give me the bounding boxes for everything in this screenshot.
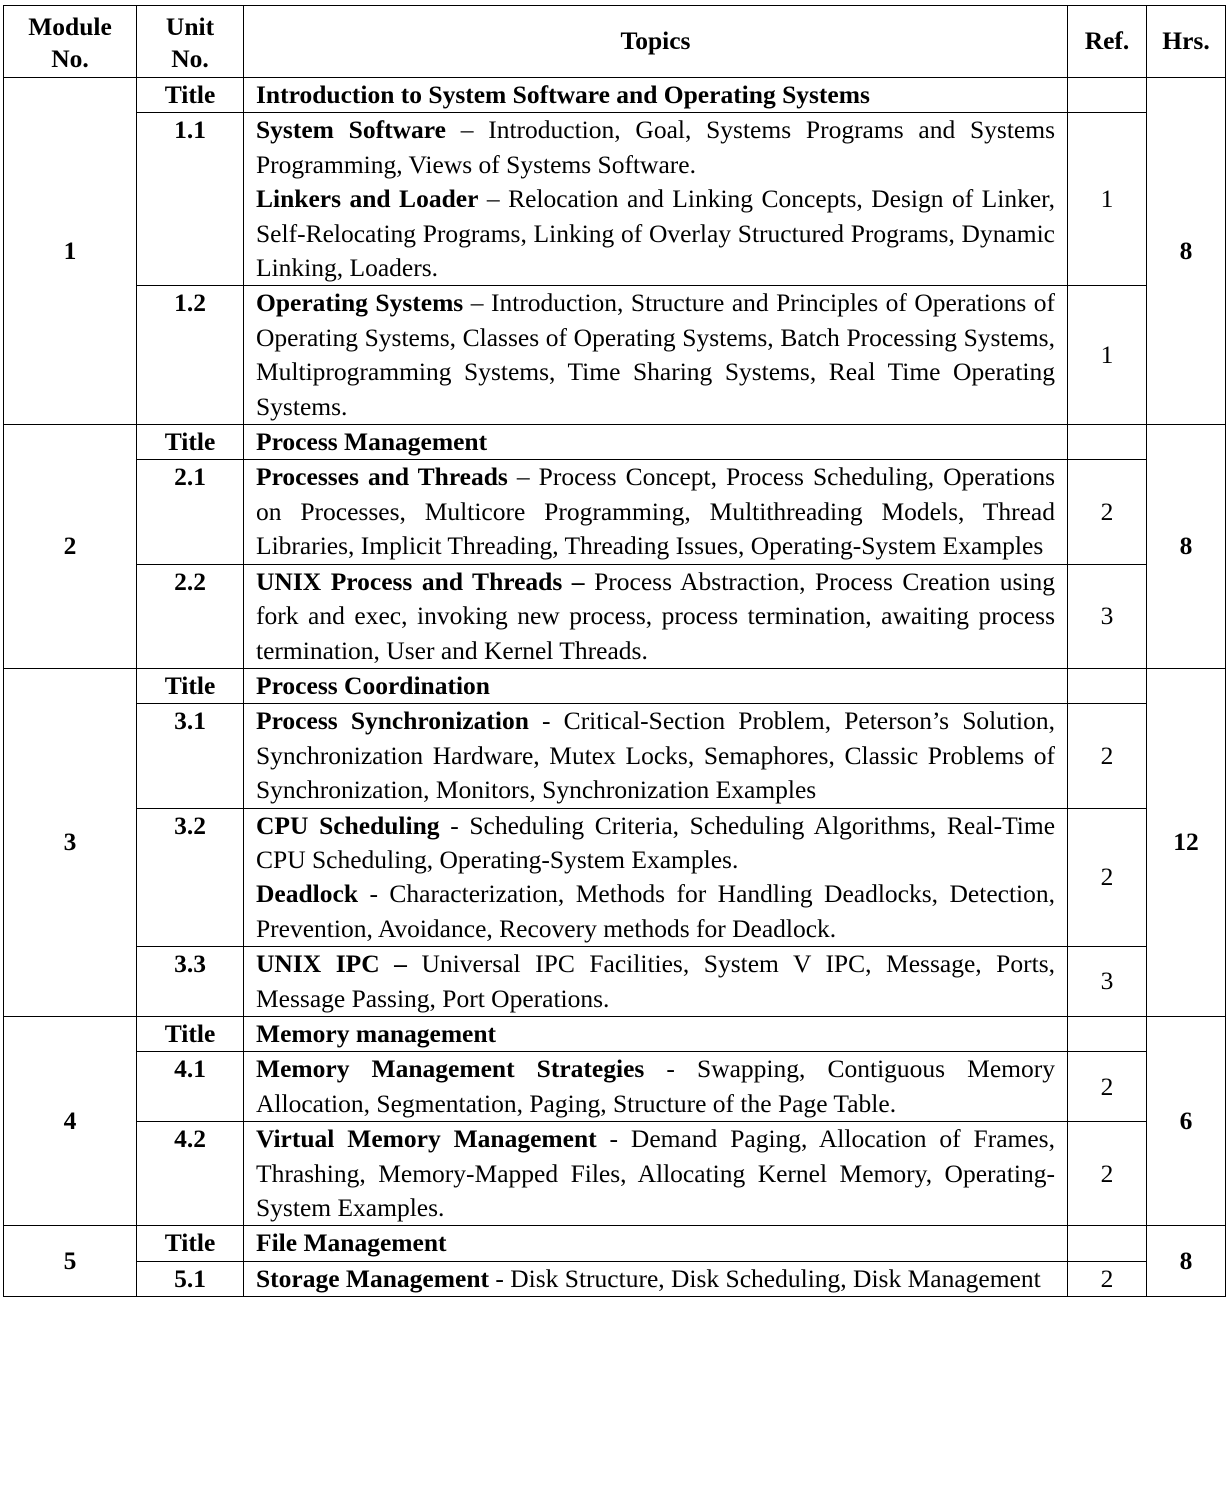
- unit-row: [4, 286, 1226, 425]
- topic-paragraph: [256, 877, 1055, 946]
- topic-paragraph: [256, 1262, 1055, 1296]
- module-number: 4: [4, 1016, 137, 1225]
- module-title: Process Management: [244, 425, 1068, 460]
- module-number: 3: [4, 668, 137, 1016]
- unit-number: 1.2: [137, 286, 244, 425]
- topic-description: - Critical-Section Problem, Peterson’s Solution, Synchronization Hardware, Mutex Locks, Semaphores, Classic Problems of Synchronization, Monitors, Synchronization Examples: [256, 706, 1056, 805]
- syllabus-body: [4, 78, 1226, 1297]
- module-hours: 8: [1147, 1226, 1226, 1297]
- topic-paragraph: [256, 1052, 1055, 1121]
- unit-reference: 2: [1068, 1122, 1147, 1226]
- header-row: [4, 6, 1226, 78]
- module-title: Introduction to System Software and Operating Systems: [244, 78, 1068, 113]
- unit-reference: 2: [1068, 1261, 1147, 1296]
- module-number: 1: [4, 78, 137, 425]
- topic-paragraph: [256, 113, 1055, 182]
- topic-heading: UNIX Process and Threads –: [256, 566, 585, 596]
- unit-topics: [244, 1122, 1068, 1226]
- unit-reference: 3: [1068, 564, 1147, 668]
- topic-paragraph: [256, 704, 1055, 807]
- unit-topics: [244, 1261, 1068, 1296]
- module-title-row: [4, 668, 1226, 703]
- unit-number: 5.1: [137, 1261, 244, 1296]
- module-title: Memory management: [244, 1016, 1068, 1051]
- topic-paragraph: [256, 1122, 1055, 1225]
- unit-topics: [244, 564, 1068, 668]
- unit-title-label: Title: [137, 1016, 244, 1051]
- unit-row: [4, 564, 1226, 668]
- topic-description: – Relocation and Linking Concepts, Design of Linker, Self-Relocating Programs, Linking of Overlay Structured Programs, Dynamic Linking, Loaders.: [256, 184, 1055, 283]
- unit-row: [4, 113, 1226, 286]
- unit-topics: [244, 460, 1068, 564]
- topic-paragraph: [256, 182, 1055, 285]
- unit-number: 2.1: [137, 460, 244, 564]
- topic-description: - Scheduling Criteria, Scheduling Algorithms, Real-Time CPU Scheduling, Operating-System Examples.: [256, 810, 1056, 874]
- module-title: Process Coordination: [244, 668, 1068, 703]
- unit-title-label: Title: [137, 78, 244, 113]
- unit-topics: [244, 113, 1068, 286]
- unit-row: [4, 1052, 1226, 1122]
- module-hours: 8: [1147, 425, 1226, 669]
- ref-empty-cell: [1068, 1226, 1147, 1261]
- topic-heading: Operating Systems: [256, 288, 464, 318]
- topic-paragraph: [256, 947, 1055, 1016]
- unit-title-label: Title: [137, 425, 244, 460]
- unit-topics: [244, 1052, 1068, 1122]
- topic-paragraph: [256, 460, 1055, 563]
- module-number: 2: [4, 425, 137, 669]
- topic-description: – Process Concept, Process Scheduling, Operations on Processes, Multicore Programming, Multithreading Models, Thread Libraries, Implicit Threading, Threading Issues, Operating-System Examples: [256, 462, 1055, 561]
- topic-paragraph: [256, 809, 1055, 878]
- ref-empty-cell: [1068, 78, 1147, 113]
- unit-row: [4, 1122, 1226, 1226]
- unit-topics: [244, 704, 1068, 808]
- unit-title-label: Title: [137, 668, 244, 703]
- unit-reference: 1: [1068, 113, 1147, 286]
- unit-topics: [244, 808, 1068, 947]
- unit-number: 3.2: [137, 808, 244, 947]
- unit-row: [4, 704, 1226, 808]
- topic-heading: Processes and Threads: [256, 462, 508, 492]
- unit-number: 4.1: [137, 1052, 244, 1122]
- module-title-row: [4, 78, 1226, 113]
- header-topics: Topics: [244, 6, 1068, 78]
- unit-number: 1.1: [137, 113, 244, 286]
- header-ref: Ref.: [1068, 6, 1147, 78]
- unit-number: 4.2: [137, 1122, 244, 1226]
- topic-description: - Characterization, Methods for Handling Deadlocks, Detection, Prevention, Avoidance, Recovery methods for Deadlock.: [256, 879, 1055, 943]
- topic-description: - Swapping, Contiguous Memory Allocation, Segmentation, Paging, Structure of the Page Table.: [256, 1054, 1055, 1118]
- header-module-no: Module No.: [4, 6, 137, 78]
- unit-reference: 2: [1068, 460, 1147, 564]
- topic-paragraph: [256, 286, 1055, 424]
- unit-reference: 1: [1068, 286, 1147, 425]
- topic-paragraph: [256, 565, 1055, 668]
- topic-heading: Storage Management: [256, 1263, 489, 1293]
- topic-heading: Process Synchronization: [256, 706, 529, 736]
- unit-topics: [244, 947, 1068, 1017]
- header-hrs: Hrs.: [1147, 6, 1226, 78]
- topic-description: – Introduction, Goal, Systems Programs and Systems Programming, Views of Systems Software.: [256, 115, 1055, 179]
- module-title: File Management: [244, 1226, 1068, 1261]
- unit-number: 3.1: [137, 704, 244, 808]
- module-hours: 12: [1147, 668, 1226, 1016]
- unit-number: 2.2: [137, 564, 244, 668]
- topic-heading: CPU Scheduling: [256, 810, 440, 840]
- unit-reference: 2: [1068, 808, 1147, 947]
- topic-description: - Demand Paging, Allocation of Frames, Thrashing, Memory-Mapped Files, Allocating Kernel Memory, Operating-System Examples.: [256, 1124, 1055, 1222]
- topic-heading: Memory Management Strategies: [256, 1054, 645, 1084]
- ref-empty-cell: [1068, 1016, 1147, 1051]
- unit-topics: [244, 286, 1068, 425]
- unit-title-label: Title: [137, 1226, 244, 1261]
- unit-reference: 3: [1068, 947, 1147, 1017]
- topic-description: - Disk Structure, Disk Scheduling, Disk Management: [489, 1263, 1041, 1293]
- topic-description: Universal IPC Facilities, System V IPC, Message, Ports, Message Passing, Port Operations.: [256, 949, 1055, 1013]
- unit-row: [4, 947, 1226, 1017]
- topic-description: Process Abstraction, Process Creation using fork and exec, invoking new process, process termination, awaiting process termination, User and Kernel Threads.: [256, 566, 1055, 665]
- unit-reference: 2: [1068, 1052, 1147, 1122]
- topic-heading: Virtual Memory Management: [256, 1124, 597, 1154]
- unit-reference: 2: [1068, 704, 1147, 808]
- header-unit-no: Unit No.: [137, 6, 244, 78]
- topic-heading: System Software: [256, 115, 446, 145]
- topic-heading: Deadlock: [256, 879, 358, 909]
- ref-empty-cell: [1068, 668, 1147, 703]
- ref-empty-cell: [1068, 425, 1147, 460]
- unit-row: [4, 460, 1226, 564]
- topic-heading: Linkers and Loader: [256, 184, 479, 214]
- module-title-row: [4, 1016, 1226, 1051]
- topic-heading: UNIX IPC –: [256, 949, 407, 979]
- syllabus-page: [3, 5, 1226, 1297]
- syllabus-table: [3, 5, 1226, 1297]
- unit-row: [4, 808, 1226, 947]
- module-hours: 8: [1147, 78, 1226, 425]
- module-number: 5: [4, 1226, 137, 1297]
- module-title-row: [4, 425, 1226, 460]
- module-title-row: [4, 1226, 1226, 1261]
- unit-row: [4, 1261, 1226, 1296]
- module-hours: 6: [1147, 1016, 1226, 1225]
- topic-description: – Introduction, Structure and Principles of Operations of Operating Systems, Classes of Operating Systems, Batch Processing Systems, Multiprogramming Systems, Time Sharing Systems, Real Time Operating Systems.: [256, 288, 1055, 421]
- unit-number: 3.3: [137, 947, 244, 1017]
